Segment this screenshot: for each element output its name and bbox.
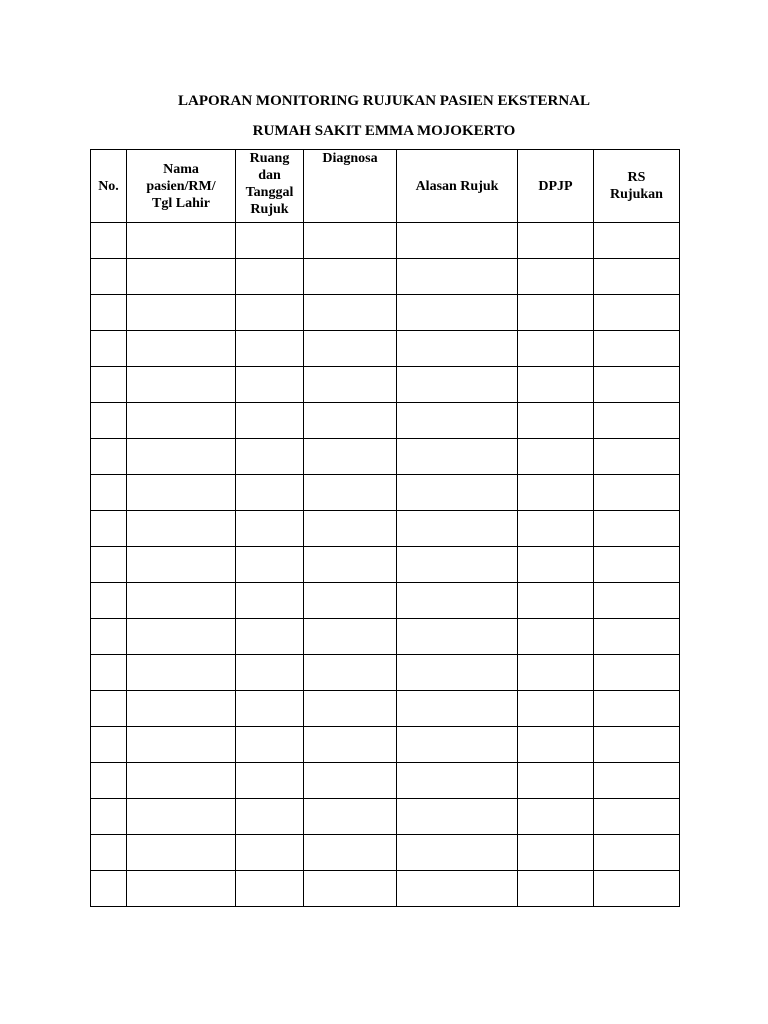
table-cell <box>127 439 236 475</box>
table-cell <box>236 295 304 331</box>
table-cell <box>91 367 127 403</box>
table-cell <box>518 295 594 331</box>
table-cell <box>127 763 236 799</box>
table-cell <box>127 367 236 403</box>
table-row <box>91 259 680 295</box>
table-cell <box>304 295 397 331</box>
table-cell <box>91 439 127 475</box>
col-header-reason-label: Alasan Rujuk <box>415 178 499 194</box>
table-cell <box>304 331 397 367</box>
table-cell <box>127 619 236 655</box>
table-cell <box>594 619 680 655</box>
col-header-patient-label: Nama pasien/RM/ Tgl Lahir <box>146 161 216 211</box>
table-cell <box>397 547 518 583</box>
table-cell <box>518 871 594 907</box>
table-cell <box>91 619 127 655</box>
table-cell <box>397 763 518 799</box>
table-cell <box>594 547 680 583</box>
table-cell <box>397 835 518 871</box>
table-cell <box>518 475 594 511</box>
table-cell <box>304 691 397 727</box>
table-cell <box>127 331 236 367</box>
table-row <box>91 403 680 439</box>
table-cell <box>304 259 397 295</box>
table-cell <box>91 331 127 367</box>
table-cell <box>594 223 680 259</box>
col-header-no <box>91 150 127 223</box>
table-cell <box>236 475 304 511</box>
table-cell <box>91 223 127 259</box>
table-cell <box>236 763 304 799</box>
table-cell <box>397 619 518 655</box>
table-cell <box>304 583 397 619</box>
table-cell <box>91 547 127 583</box>
table-cell <box>127 799 236 835</box>
table-cell <box>594 439 680 475</box>
table-cell <box>397 727 518 763</box>
table-cell <box>594 403 680 439</box>
table-cell <box>236 727 304 763</box>
table-cell <box>518 511 594 547</box>
hospital-name: RUMAH SAKIT EMMA MOJOKERTO <box>252 123 516 139</box>
table-row <box>91 367 680 403</box>
table-cell <box>594 655 680 691</box>
col-header-reason <box>397 150 518 223</box>
table-cell <box>518 727 594 763</box>
col-header-room-date <box>236 150 304 223</box>
table-cell <box>594 835 680 871</box>
table-cell <box>236 439 304 475</box>
table-cell <box>236 799 304 835</box>
table-cell <box>397 655 518 691</box>
table-cell <box>91 835 127 871</box>
col-header-dpjp-label: DPJP <box>538 178 573 194</box>
table-cell <box>304 403 397 439</box>
col-header-rs-rujukan-label: RS Rujukan <box>610 170 663 202</box>
table-cell <box>236 583 304 619</box>
col-header-no-label: No. <box>98 178 119 194</box>
table-cell <box>518 835 594 871</box>
table-cell <box>127 403 236 439</box>
table-cell <box>397 691 518 727</box>
table-cell <box>518 403 594 439</box>
table-cell <box>236 691 304 727</box>
table-cell <box>397 331 518 367</box>
table-cell <box>236 331 304 367</box>
table-cell <box>304 511 397 547</box>
col-header-dpjp <box>518 150 594 223</box>
table-cell <box>91 511 127 547</box>
table-cell <box>397 871 518 907</box>
table-cell <box>518 259 594 295</box>
table-cell <box>594 331 680 367</box>
table-cell <box>594 691 680 727</box>
table-cell <box>304 655 397 691</box>
table-row <box>91 331 680 367</box>
table-row <box>91 655 680 691</box>
table-cell <box>594 259 680 295</box>
table-body <box>91 223 680 907</box>
table-cell <box>304 871 397 907</box>
table-row <box>91 763 680 799</box>
table-cell <box>304 835 397 871</box>
table-cell <box>236 871 304 907</box>
table-header-row <box>91 150 680 223</box>
col-header-diagnosis <box>304 150 397 223</box>
table-cell <box>304 727 397 763</box>
table-cell <box>304 799 397 835</box>
col-header-diagnosis-label: Diagnosa <box>322 151 378 166</box>
col-header-rs-rujukan <box>594 150 680 223</box>
table-cell <box>518 655 594 691</box>
table-cell <box>518 619 594 655</box>
table-cell <box>127 511 236 547</box>
table-cell <box>397 439 518 475</box>
table-cell <box>397 475 518 511</box>
table-cell <box>91 583 127 619</box>
col-header-room-date-label: Ruang dan Tanggal Rujuk <box>245 151 294 217</box>
table-cell <box>127 583 236 619</box>
table-cell <box>518 223 594 259</box>
table-cell <box>518 763 594 799</box>
table-cell <box>91 763 127 799</box>
table-cell <box>397 295 518 331</box>
table-cell <box>594 475 680 511</box>
table-cell <box>304 547 397 583</box>
table-cell <box>304 763 397 799</box>
table-cell <box>304 439 397 475</box>
table-cell <box>397 799 518 835</box>
table-cell <box>397 259 518 295</box>
table-cell <box>397 367 518 403</box>
table-row <box>91 799 680 835</box>
col-header-patient <box>127 150 236 223</box>
table-row <box>91 295 680 331</box>
table-row <box>91 619 680 655</box>
table-cell <box>127 655 236 691</box>
table-row <box>91 439 680 475</box>
table-row <box>91 871 680 907</box>
table-cell <box>91 475 127 511</box>
table-cell <box>518 799 594 835</box>
table-cell <box>236 367 304 403</box>
table-cell <box>518 367 594 403</box>
table-cell <box>236 655 304 691</box>
table-cell <box>91 259 127 295</box>
table-row <box>91 475 680 511</box>
table-cell <box>127 835 236 871</box>
table-row <box>91 547 680 583</box>
table-cell <box>397 511 518 547</box>
table-cell <box>91 799 127 835</box>
table-cell <box>127 295 236 331</box>
report-title: LAPORAN MONITORING RUJUKAN PASIEN EKSTERNAL <box>178 93 590 109</box>
table-cell <box>127 259 236 295</box>
table-cell <box>91 727 127 763</box>
table-row <box>91 583 680 619</box>
table-cell <box>91 691 127 727</box>
table-cell <box>594 583 680 619</box>
table-cell <box>594 727 680 763</box>
table-cell <box>518 547 594 583</box>
table-cell <box>236 403 304 439</box>
table-cell <box>304 619 397 655</box>
table-cell <box>91 871 127 907</box>
table-cell <box>91 655 127 691</box>
table-cell <box>236 547 304 583</box>
table-cell <box>594 871 680 907</box>
table-cell <box>594 763 680 799</box>
table-cell <box>594 511 680 547</box>
table-cell <box>91 403 127 439</box>
table-cell <box>304 367 397 403</box>
table-cell <box>518 583 594 619</box>
table-cell <box>127 871 236 907</box>
table-row <box>91 223 680 259</box>
table-row <box>91 835 680 871</box>
table-row <box>91 511 680 547</box>
table-cell <box>127 727 236 763</box>
table-cell <box>518 691 594 727</box>
table-cell <box>518 439 594 475</box>
table-row <box>91 727 680 763</box>
table-cell <box>236 223 304 259</box>
table-cell <box>236 619 304 655</box>
table-cell <box>127 475 236 511</box>
referral-monitoring-table <box>90 149 680 907</box>
table-cell <box>236 259 304 295</box>
table-cell <box>397 403 518 439</box>
table-cell <box>127 223 236 259</box>
table-cell <box>594 799 680 835</box>
table-cell <box>127 547 236 583</box>
table-cell <box>304 475 397 511</box>
table-cell <box>236 511 304 547</box>
table-cell <box>397 583 518 619</box>
table-cell <box>91 295 127 331</box>
table-cell <box>594 295 680 331</box>
table-cell <box>304 223 397 259</box>
table-cell <box>127 691 236 727</box>
table-cell <box>236 835 304 871</box>
table-row <box>91 691 680 727</box>
table-cell <box>518 331 594 367</box>
table-cell <box>594 367 680 403</box>
table-cell <box>397 223 518 259</box>
